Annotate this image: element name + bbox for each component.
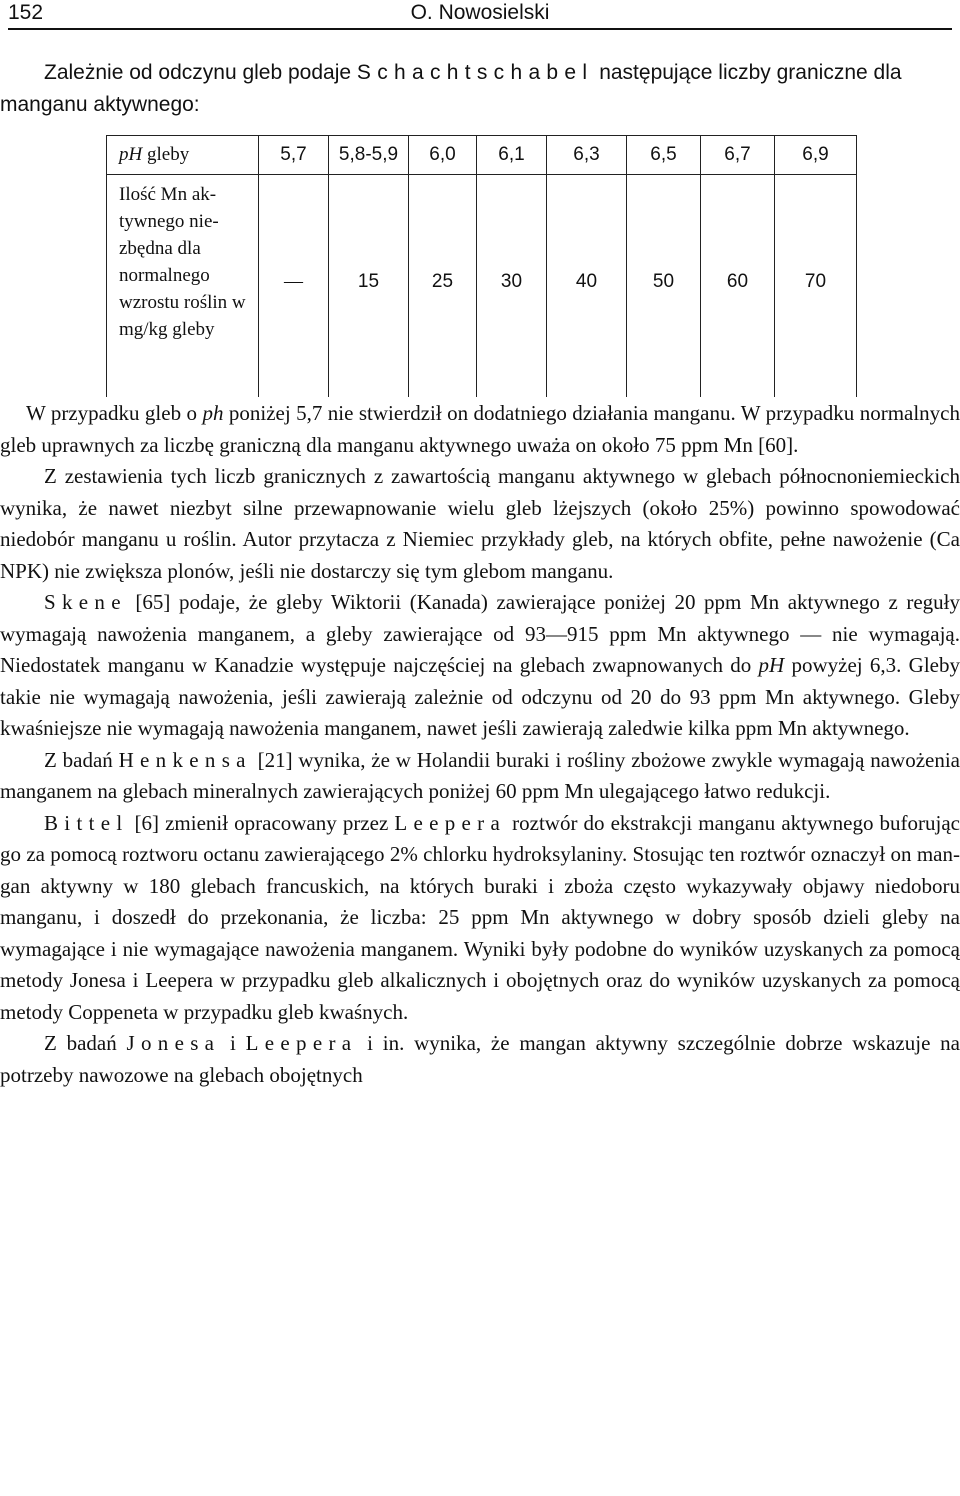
author-name: Skene [44, 590, 127, 614]
ph-value: 6,1 [477, 136, 547, 175]
mn-value: 50 [627, 175, 701, 397]
mn-value: 40 [547, 175, 627, 397]
body-text [0, 398, 960, 1091]
mn-value: 15 [329, 175, 409, 397]
mn-value: 70 [775, 175, 857, 397]
mn-value: 60 [701, 175, 775, 397]
ph-value: 5,7 [259, 136, 329, 175]
author-name: Leepera [245, 1031, 358, 1055]
mn-value: 25 [409, 175, 477, 397]
paragraph: Skene [65] podaje, że gleby Wiktorii (Kanada) zawierające poniżej 20 ppm Mn aktywnego z reguły wymagają nawożenia manganem, a gleby zawierające od 93—915 ppm Mn aktywnego — nie wymagają. Niedostatek manganu w Kanadzie występuje najczęściej na glebach zwapnowanych do pH powyżej 6,3. Gleby takie nie wymagają nawożenia, jeśli zawierają zależnie od odczynu od 20 do 93 ppm Mn aktywnego. Gleby kwaśniejsze nie wymagają nawożenia manganem, nawet jeśli zawierają zaledwie kilka ppm Mn aktywnego. [0, 590, 960, 740]
ph-value: 6,5 [627, 136, 701, 175]
paragraph: Z zestawienia tych liczb granicznych z zawartością manganu aktywnego w glebach północnoniemieckich wynika, że nawet niezbyt silne przewapnowanie wielu gleb lżejszych (około 25%) powinno spowodować niedobór manganu u roślin. Autor przytacza z Niemiec przykłady gleb, na których obfite, pełne nawożenie (Ca NPK) nie zwiększa plonów, jeśli nie dostarczy się tym glebom manganu. [0, 464, 960, 583]
ph-value: 6,7 [701, 136, 775, 175]
page-number: 152 [8, 1, 44, 24]
mn-value: 30 [477, 175, 547, 397]
ph-value: 5,8-5,9 [329, 136, 409, 175]
ph-value: 6,9 [775, 136, 857, 175]
manganese-threshold-table [106, 135, 857, 397]
row-label: Ilość Mn aktywnego niezbędna dla normalnego wzrostu roślin w mg/kg gleby [107, 175, 259, 397]
table-header-row [107, 136, 857, 175]
page-header [8, 0, 952, 30]
paragraph: W przypadku gleb o ph poniżej 5,7 nie stwierdził on dodatniego działania manganu. W przypadku normalnych gleb uprawnych za liczbę graniczną dla manganu aktywnego uważa on około 75 ppm Mn [60]. [0, 401, 960, 457]
author-name: Jonesa [126, 1031, 221, 1055]
ph-value: 6,0 [409, 136, 477, 175]
paragraph: Z badań Jonesa i Leepera i in. wynika, że mangan aktywny szczególnie dobrze wskazuje na potrzeby nawozowe na glebach obojętnych [0, 1031, 960, 1087]
paragraph: Bittel [6] zmienił opracowany przez Leepera roztwór do ekstrakcji manganu aktywnego buforując go za pomocą roztworu octanu zawierającego 2% chlorku hydroksylaniny. Stosując ten roztwór oznaczył on mangan aktywny w 180 glebach francuskich, na których buraki i zboża często wykazywały objawy niedoboru manganu, i doszedł do przekonania, że liczba: 25 ppm Mn aktywnego w dobry sposób dzieli gleby na wymagające i nie wymagające nawożenia manganem. Wyniki były podobne do wyników uzyskanych za pomocą metody Jonesa i Leepera w przypadku gleb alkalicznych i obojętnych oraz do wyników uzyskanych za pomocą metody Coppeneta w przypadku gleb kwaśnych. [0, 810, 960, 1024]
table-data-row [107, 175, 857, 397]
author-name: Schachtschabel [356, 61, 594, 84]
mn-value: — [259, 175, 329, 397]
author-name: Leepera [394, 810, 507, 835]
author-name: Henkensa [118, 747, 252, 772]
author-name: Bittel [44, 810, 129, 835]
running-head: O. Nowosielski [410, 1, 550, 24]
ph-header-label: pH gleby [107, 136, 259, 175]
intro-paragraph: Zależnie od odczynu gleb podaje Schachtschabel następujące liczby graniczne dla manganu aktywnego: [0, 61, 902, 116]
paragraph: Z badań Henkensa [21] wynika, że w Holandii buraki i rośliny zbożowe zwykle wymagają nawożenia manganem na glebach mineralnych zawierających poniżej 60 ppm Mn ulegającego łatwo redukcji. [0, 747, 960, 803]
ph-value: 6,3 [547, 136, 627, 175]
